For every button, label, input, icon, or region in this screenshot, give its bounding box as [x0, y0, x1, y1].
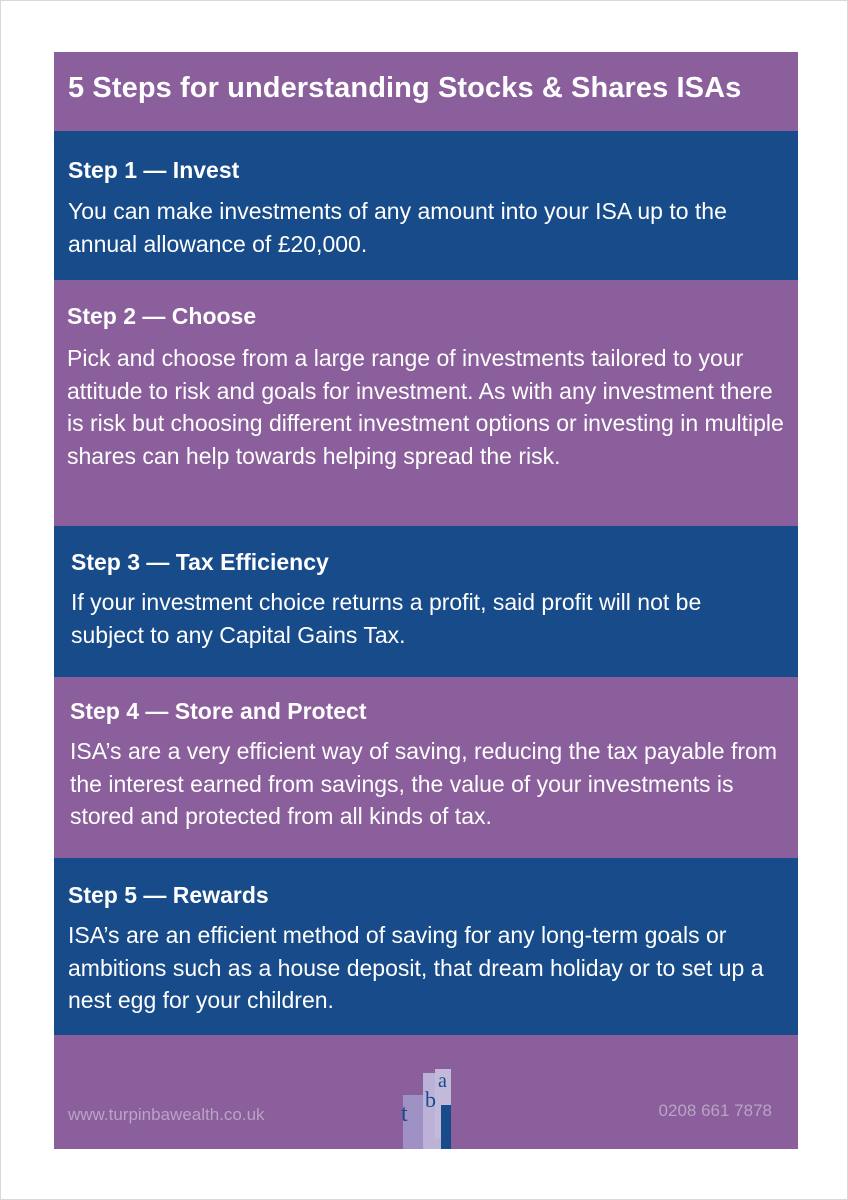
step-1-panel — [54, 131, 798, 280]
logo-letter-t: t — [401, 1101, 408, 1127]
step-3-panel — [54, 526, 798, 677]
step-5-heading: Step 5 — Rewards — [68, 882, 269, 908]
step-5-panel — [54, 858, 798, 1035]
logo-letter-b: b — [425, 1087, 436, 1112]
isa-flyer — [54, 52, 798, 1149]
tba-logo-icon — [397, 1069, 457, 1149]
step-4-heading: Step 4 — Store and Protect — [70, 698, 367, 724]
step-2-panel — [54, 280, 798, 526]
logo-letter-a: a — [438, 1070, 447, 1092]
step-1-heading: Step 1 — Invest — [68, 157, 240, 183]
title-band — [54, 52, 798, 131]
footer-band — [54, 1035, 798, 1149]
website-link[interactable]: www.turpinbawealth.co.uk — [68, 1105, 265, 1124]
step-4-text: ISA’s are a very efficient way of saving, reducing the tax payable from the interest earned from savings, the value of your investments is stored and protected from all kinds of tax. — [70, 738, 777, 829]
step-4-panel — [54, 677, 798, 858]
step-2-heading: Step 2 — Choose — [67, 303, 257, 329]
step-3-heading: Step 3 — Tax Efficiency — [71, 549, 329, 575]
step-2-text: Pick and choose from a large range of investments tailored to your attitude to risk and goals for investment. As with any investment there is risk but choosing different investment options or investing in multiple shares can help towards helping spread the risk. — [67, 345, 784, 469]
step-1-text: You can make investments of any amount into your ISA up to the annual allowance of £20,000. — [68, 198, 727, 257]
step-3-text: If your investment choice returns a profit, said profit will not be subject to any Capital Gains Tax. — [71, 589, 702, 648]
page-title: 5 Steps for understanding Stocks & Shares ISAs — [68, 72, 742, 104]
phone-number[interactable]: 0208 661 7878 — [658, 1101, 772, 1120]
step-5-text: ISA’s are an efficient method of saving for any long-term goals or ambitions such as a house deposit, that dream holiday or to set up a nest egg for your children. — [68, 922, 764, 1013]
